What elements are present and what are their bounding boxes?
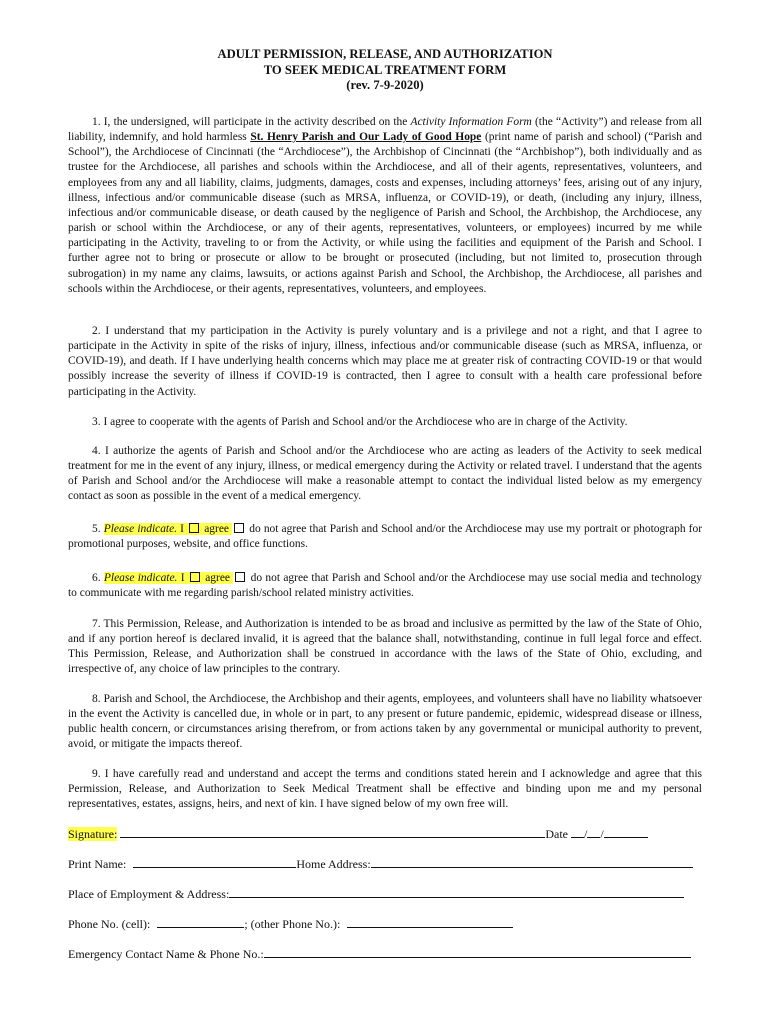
paragraph-2: 2. I understand that my participation in the Activity is purely voluntary and is a privilege and not a right, and that I agree to participate in the Activity in spite of the risks of injury, illness, infectious and/or communicable disease (such as MRSA, influenza, or COVID-19), and death. If I have underlying health concerns which may place me at greater risk of contracting COVID-19 or that would possibly increase the severity of illness if COVID-19 is contracted, then I agree to consult with a health care professional before participating in the Activity.: [68, 325, 702, 398]
form-header: [0, 47, 770, 94]
employment-field[interactable]: [229, 886, 684, 898]
social-media-disagree-checkbox[interactable]: [235, 572, 245, 582]
parish-name-field[interactable]: St. Henry Parish and Our Lady of Good Hope: [250, 131, 482, 144]
name-address-row: [68, 856, 693, 872]
date-label: Date: [545, 827, 568, 841]
paragraph-6: 6. Please indicate. I agree do not agree that Parish and School and/or the Archdiocese may use social media and technology to communicate with me regarding parish/school related ministry activities.: [68, 572, 702, 600]
paragraph-7: 7. This Permission, Release, and Authorization is intended to be as broad and inclusive as permitted by the law of the State of Ohio, and if any portion hereof is declared invalid, it is agreed that the balance shall, notwithstanding, continue in full legal force and effect. This Permission, Release, and Authorization shall be construed in accordance with the laws of the State of Ohio, excluding, and irrespective of, any choice of law principles to the contrary.: [68, 618, 702, 676]
emergency-contact-field[interactable]: [264, 946, 691, 958]
paragraph-9: 9. I have carefully read and understand and accept the terms and conditions stated herein and I acknowledge and agree that this Permission, Release, and Authorization to Seek Medical Treatment shall be effective and binding upon me and my personal representatives, estates, assigns, heirs, and next of kin. I have signed below of my own free will.: [68, 768, 702, 811]
paragraph-8: 8. Parish and School, the Archdiocese, the Archbishop and their agents, employees, and volunteers shall have no liability whatsoever in the event the Activity is cancelled due, in whole or in part, to any present or future pandemic, epidemic, widespread disease or illness, public health concern, or circumstances arising therefrom, or from actions taken by any governmental or municipal authority to prevent, avoid, or mitigate the impacts thereof.: [68, 693, 702, 751]
print-name-label: Print Name:: [68, 857, 127, 871]
paragraph-1: 1. I, the undersigned, will participate in the activity described on the Activity Information Form (the “Activity”) and release from all liability, indemnify, and hold harmless St. Henry Parish and Our Lady of Good Hope (print name of parish and school) (“Parish and School”), the Archdiocese of Cincinnati (the “Archdiocese”), the Archbishop of Cincinnati (the “Archbishop”), both individually and as trustee for the Archdiocese, all parishes and schools within the Archdiocese, and all of their agents, representatives, volunteers, and employees from any and all liability, claims, judgments, damages, costs and expenses, including attorneys’ fees, arising out of any injury, illness, infectious and/or communicable disease (such as MRSA, influenza, or COVID-19), or death, (including any injury, illness, infectious and/or communicable disease, or death caused by the negligence of Parish and School, the Archbishop, the Archdiocese, any parish or school within the Archdiocese, or any of their agents, representatives, volunteers, or employees) incurred by me while participating in the Activity, traveling to or from the Activity, or while using the facilities and equipment of the Parish and School. I further agree not to bring or prosecute or allow to be brought or prosecuted (including, but not limited to, prosecution through subrogation) in my name any claims, lawsuits, or actions against Parish and School, the Archbishop, the Archdiocese, all parishes and schools within the Archdiocese, or their agents, representatives, volunteers, and employees.: [68, 116, 702, 295]
form-title: ADULT PERMISSION, RELEASE, AND AUTHORIZATION: [217, 47, 553, 61]
portrait-agree-checkbox[interactable]: [189, 523, 199, 533]
emergency-contact-label: Emergency Contact Name & Phone No.:: [68, 947, 264, 961]
activity-form-name: Activity Information Form: [410, 116, 532, 128]
date-day-field[interactable]: [587, 826, 600, 838]
paragraph-5: 5. Please indicate. I agree do not agree that Parish and School and/or the Archdiocese may use my portrait or photograph for promotional purposes, website, and office functions.: [68, 523, 702, 551]
portrait-disagree-checkbox[interactable]: [234, 523, 244, 533]
emergency-row: [68, 946, 691, 962]
phone-row: [68, 916, 513, 932]
employment-row: [68, 886, 684, 902]
date-year-field[interactable]: [604, 826, 648, 838]
home-address-label: Home Address:: [296, 857, 371, 871]
paragraph-4: 4. I authorize the agents of Parish and School and/or the Archdiocese who are acting as leaders of the Activity to seek medical treatment for me in the event of any injury, illness, or medical emergency during the Activity or related travel. I understand that the agents of Parish and School and/or the Archdiocese will make a reasonable attempt to contact the individual listed below as my emergency contact as soon as possible in the event of a medical emergency.: [68, 445, 702, 503]
other-phone-field[interactable]: [347, 916, 513, 928]
form-subtitle: TO SEEK MEDICAL TREATMENT FORM: [263, 62, 507, 77]
other-phone-label: ; (other Phone No.):: [244, 917, 341, 931]
date-month-field[interactable]: [571, 826, 584, 838]
form-revision: (rev. 7-9-2020): [346, 78, 424, 92]
print-name-field[interactable]: [133, 856, 296, 868]
paragraph-3: 3. I agree to cooperate with the agents of Parish and School and/or the Archdiocese who are in charge of the Activity.: [92, 416, 628, 428]
signature-row: Signature: Date / /: [68, 826, 648, 842]
phone-cell-field[interactable]: [157, 916, 244, 928]
social-media-agree-checkbox[interactable]: [190, 572, 200, 582]
employment-label: Place of Employment & Address:: [68, 887, 230, 901]
home-address-field[interactable]: [371, 856, 693, 868]
signature-label: Signature:: [68, 827, 118, 841]
signature-field[interactable]: [120, 826, 545, 838]
please-indicate-label: Please indicate.: [103, 523, 178, 535]
please-indicate-label: Please indicate.: [103, 572, 178, 584]
phone-cell-label: Phone No. (cell):: [68, 917, 151, 931]
